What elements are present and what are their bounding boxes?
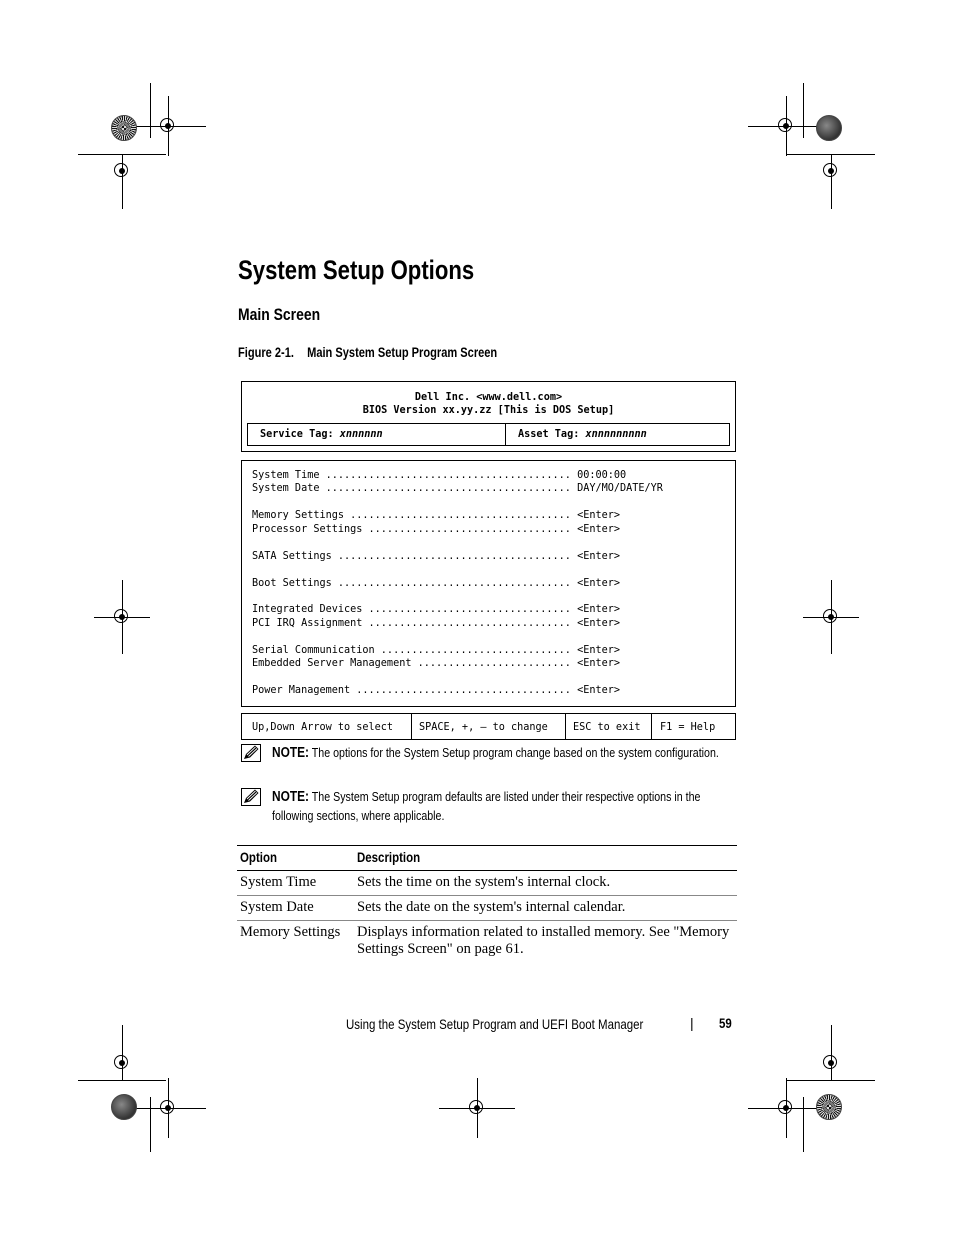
figure-number: Figure 2-1. xyxy=(238,345,294,360)
note-label: NOTE: xyxy=(272,789,309,805)
bios-menu-spacer xyxy=(252,563,663,576)
description-cell: Sets the date on the system's internal calendar. xyxy=(354,896,737,921)
figure-title: Main System Setup Program Screen xyxy=(307,345,498,360)
column-header-option: Option xyxy=(237,846,354,871)
tag-divider xyxy=(505,424,506,445)
figure-caption xyxy=(238,345,554,360)
registration-disc-icon xyxy=(816,115,842,141)
note-1 xyxy=(272,744,742,763)
note-text: The System Setup program defaults are listed under their respective options in the following sections, where applicable. xyxy=(272,789,701,823)
registration-disc-icon xyxy=(816,1094,842,1120)
options-table-wrapper xyxy=(237,845,737,962)
crop-line xyxy=(803,83,804,138)
page-title: System Setup Options xyxy=(238,255,475,285)
bios-menu-spacer xyxy=(252,590,663,603)
service-tag-value: xnnnnnn xyxy=(339,429,383,440)
bios-menu-item: SATA Settings ...................................... <Enter> xyxy=(252,550,621,562)
bios-header-box xyxy=(241,381,736,452)
registration-disc-icon xyxy=(111,1094,137,1120)
footer-divider xyxy=(411,714,412,739)
bios-menu-item: PCI IRQ Assignment ................................. <Enter> xyxy=(252,617,621,629)
footer-exit-hint: ESC to exit xyxy=(573,722,641,733)
bios-menu-spacer xyxy=(252,536,663,549)
footer-select-hint: Up,Down Arrow to select xyxy=(252,722,394,733)
bios-menu-list xyxy=(252,469,663,697)
registration-disc-icon xyxy=(111,115,137,141)
table-header-row xyxy=(237,846,737,871)
page-number: 59 xyxy=(719,1015,732,1031)
bios-menu-item: System Date ........................................ DAY/MO/DATE/YR xyxy=(252,483,663,495)
option-cell: System Time xyxy=(237,871,354,896)
note-text: The options for the System Setup program change based on the system configuration. xyxy=(308,745,719,760)
asset-tag-value: xnnnnnnnnn xyxy=(585,429,647,440)
table-row xyxy=(237,871,737,896)
footer-help-hint: F1 = Help xyxy=(660,722,716,733)
bios-menu-item: System Time ........................................ 00:00:00 xyxy=(252,470,627,481)
option-cell: System Date xyxy=(237,896,354,921)
description-cell: Sets the time on the system's internal clock. xyxy=(354,871,737,896)
bios-version-line: BIOS Version xx.yy.zz [This is DOS Setup] xyxy=(362,405,615,416)
bios-menu-item: Embedded Server Management ......................... <Enter> xyxy=(252,658,621,670)
note-pencil-icon xyxy=(241,788,261,806)
bios-menu-item: Integrated Devices ................................. <Enter> xyxy=(252,604,621,616)
bios-footer-bar xyxy=(241,713,736,740)
footer-divider xyxy=(565,714,566,739)
bios-vendor-line: Dell Inc. <www.dell.com> xyxy=(414,392,563,403)
table-row xyxy=(237,896,737,921)
bios-menu-item: Serial Communication ............................... <Enter> xyxy=(252,644,621,656)
bios-menu-spacer xyxy=(252,630,663,643)
crop-line xyxy=(803,1097,804,1152)
table-row xyxy=(237,921,737,963)
bios-menu-spacer xyxy=(252,671,663,684)
note-label: NOTE: xyxy=(272,745,309,761)
column-header-description: Description xyxy=(354,846,737,871)
bios-menu-item: Boot Settings ...................................... <Enter> xyxy=(252,577,621,589)
crop-line xyxy=(150,1097,151,1152)
footer-separator: | xyxy=(690,1015,694,1031)
options-table xyxy=(237,846,737,962)
asset-tag: Asset Tag: xnnnnnnnnn xyxy=(518,429,647,440)
running-title: Using the System Setup Program and UEFI Boot Manager xyxy=(346,1016,644,1032)
note-2 xyxy=(272,788,742,824)
footer-divider xyxy=(651,714,652,739)
bios-menu-item: Power Management ................................... <Enter> xyxy=(252,685,621,696)
bios-menu-item: Memory Settings .................................... <Enter> xyxy=(252,510,621,522)
footer-change-hint: SPACE, +, – to change xyxy=(419,722,548,733)
bios-menu-spacer xyxy=(252,496,663,509)
section-title: Main Screen xyxy=(238,305,321,324)
note-pencil-icon xyxy=(241,744,261,762)
tag-row xyxy=(247,423,730,446)
bios-menu-item: Processor Settings ................................. <Enter> xyxy=(252,523,621,535)
crop-line xyxy=(150,83,151,138)
option-cell: Memory Settings xyxy=(240,924,341,940)
description-cell: Displays information related to installed memory. See "Memory Settings Screen" on page 61. xyxy=(357,924,730,957)
service-tag: Service Tag: xnnnnnn xyxy=(260,429,383,440)
bios-menu-box xyxy=(241,460,736,707)
